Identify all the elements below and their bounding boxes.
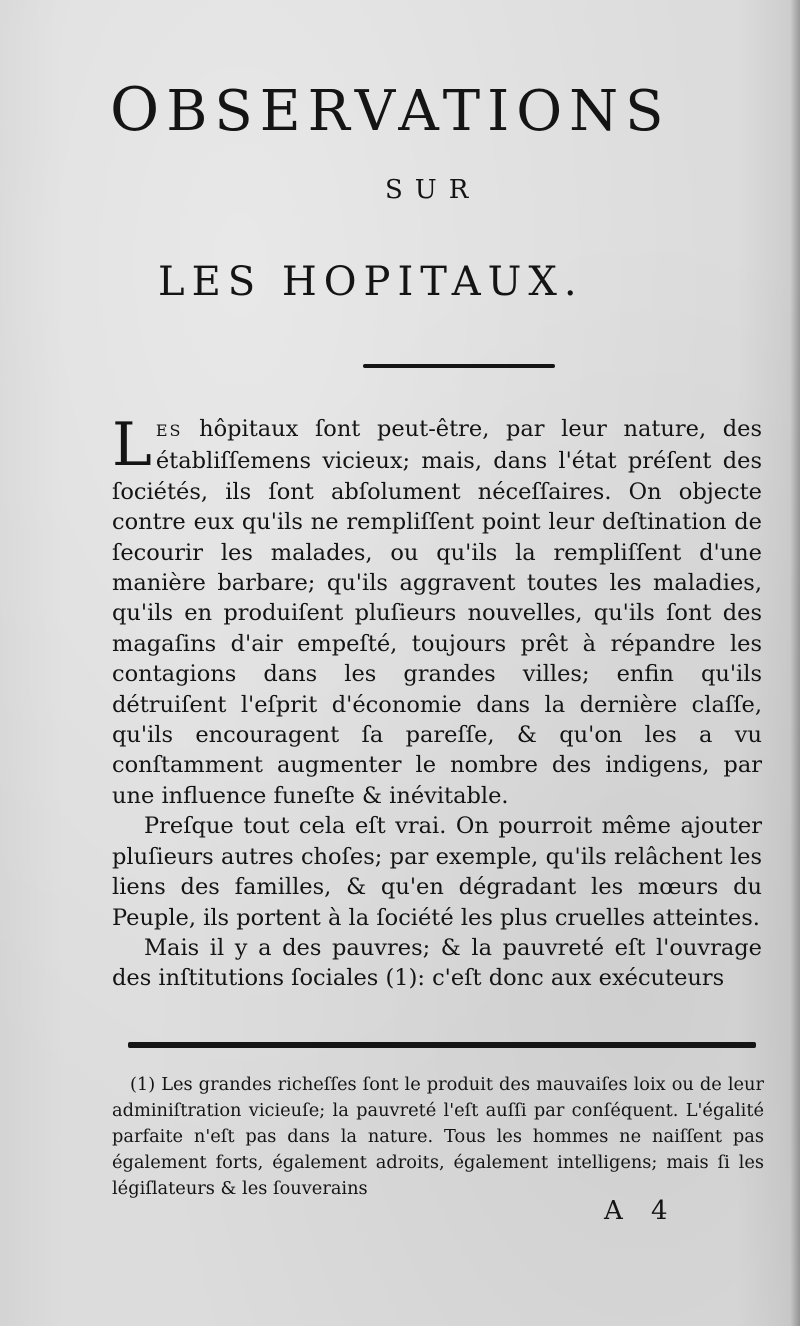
- small-caps-text: ES: [155, 421, 183, 440]
- page-edge-shadow: [790, 0, 800, 1326]
- paragraph-1: [112, 410, 762, 811]
- page-title: [110, 70, 770, 152]
- drop-cap: L: [112, 410, 152, 480]
- paragraph-1-text: hôpitaux ſont peut-être, par leur nature, des établiſſemens vicieux; mais, dans l'état préſent des ſociétés, ils ſont abſolument néceſſaires. On objecte contre eux qu'ils ne rempliſſent point leur deſtination de ſecourir les malades, ou qu'ils la rempliſſent d'une manière barbare; qu'ils aggravent toutes les maladies, qu'ils en produiſent pluſieurs nouvelles, qu'ils ſont des magaſins d'air empeſté, toujours prêt à répandre les contagions dans les grandes villes; enfin qu'ils détruiſent l'eſprit d'économie dans la dernière claſſe, qu'ils encouragent ſa pareſſe, & qu'on les a vu conſtamment augmenter le nombre des indigens, par une influence funeſte & inévitable.: [112, 416, 762, 809]
- footnote: (1) Les grandes richeſſes ſont le produit des mauvaiſes loix ou de leur adminiſtration vicieuſe; la pauvreté l'eſt auſſi par conſéquent. L'égalité parfaite n'eſt pas dans la nature. Tous les hommes ne naiſſent pas également forts, également adroits, également intelligens; mais ſi les légiſlateurs & les ſouverains: [112, 1074, 764, 1199]
- title-rest: BSERVATIONS: [166, 79, 671, 144]
- title-initial: O: [110, 75, 167, 145]
- main-text: [112, 410, 762, 994]
- page-subtitle: LES HOPITAUX.: [158, 259, 584, 305]
- paragraph-3: Mais il y a des pauvres; & la pauvreté eſt l'ouvrage des inſtitutions ſociales (1): c'eſt donc aux exécuteurs: [112, 934, 762, 992]
- title-connector: SUR: [385, 175, 481, 205]
- signature-mark: A 4: [604, 1196, 678, 1226]
- footnote-separator: [128, 1042, 756, 1048]
- paragraph-2: Preſque tout cela eſt vrai. On pourroit même ajouter pluſieurs autres choſes; par exemple, qu'ils relâchent les liens des familles, & qu'en dégradant les mœurs du Peuple, ils portent à la ſociété les plus cruelles atteintes.: [112, 813, 762, 931]
- ornamental-rule: [363, 364, 555, 368]
